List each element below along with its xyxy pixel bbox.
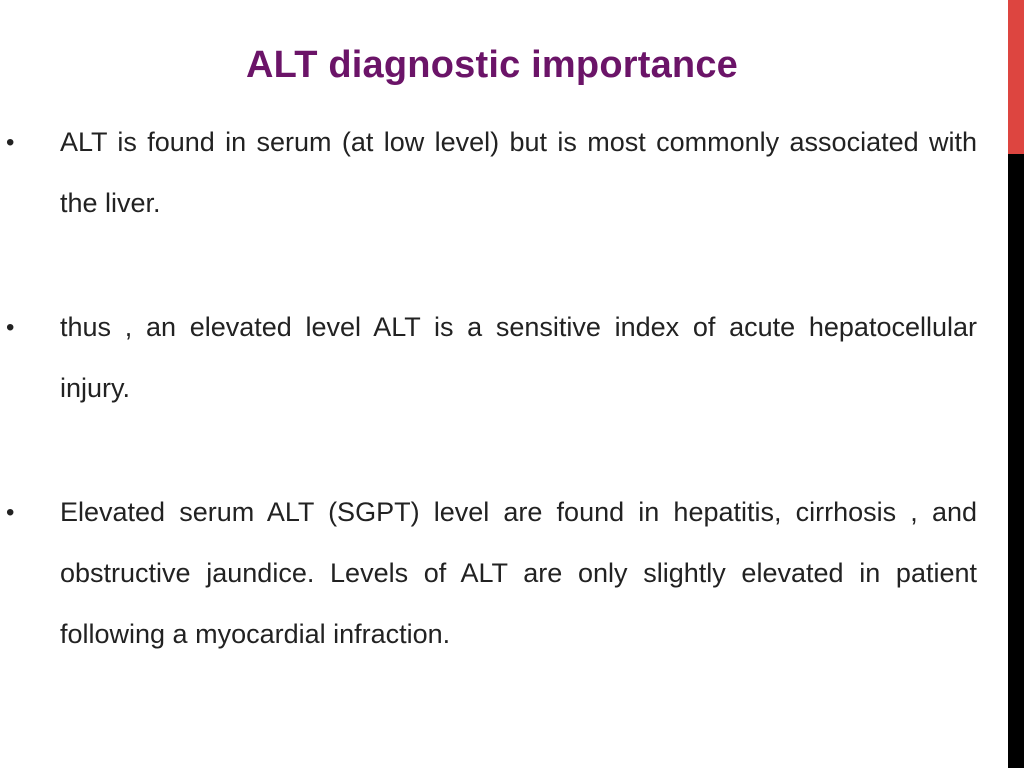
accent-bar-black [1008, 154, 1024, 768]
bullet-item [0, 297, 1000, 419]
bullet-marker: • [6, 499, 15, 526]
bullet-marker: • [6, 314, 15, 341]
bullet-text: ALT is found in serum (at low level) but is most commonly associated with the liver. [60, 127, 977, 218]
bullet-text: thus , an elevated level ALT is a sensitive index of acute hepatocellular injury. [60, 312, 977, 403]
bullet-item [0, 482, 1000, 665]
bullet-marker: • [6, 129, 15, 156]
accent-bar-red [1008, 0, 1024, 154]
bullet-list [0, 112, 1000, 728]
slide-title: ALT diagnostic importance [245, 44, 738, 86]
bullet-item [0, 112, 1000, 234]
bullet-text: Elevated serum ALT (SGPT) level are found in hepatitis, cirrhosis , and obstructive jaundice. Levels of ALT are only slightly elevated in patient following a myocardial infraction. [60, 497, 977, 649]
